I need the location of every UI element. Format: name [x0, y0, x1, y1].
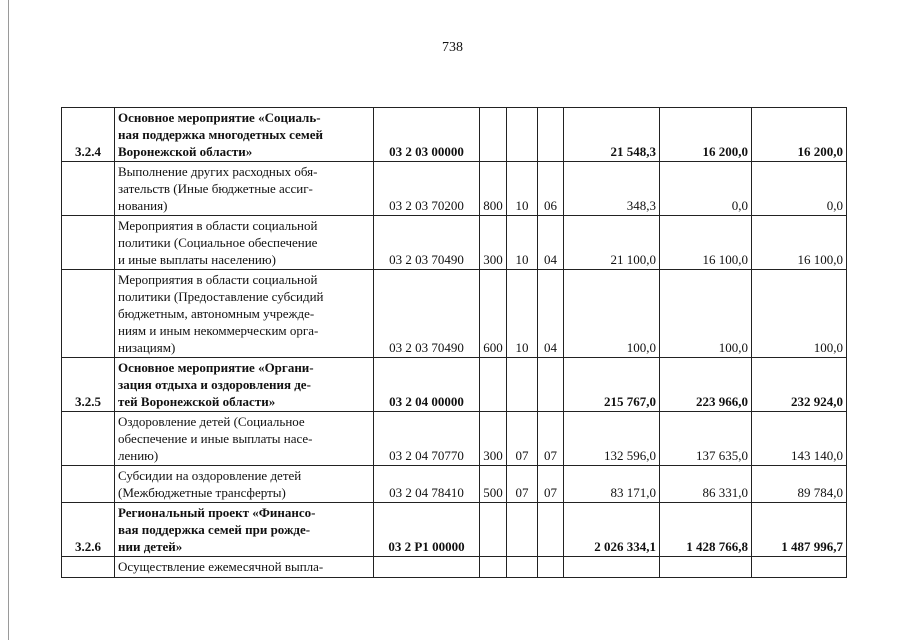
- subsection-cell: [538, 108, 564, 162]
- table-row-main: [62, 503, 847, 557]
- expense-type-cell: [480, 358, 507, 412]
- amount-year1-cell: [564, 557, 660, 578]
- amount-year3-cell: 16 100,0: [752, 216, 847, 270]
- expense-type-cell: 800: [480, 162, 507, 216]
- target-code-cell: 03 2 03 70490: [374, 216, 480, 270]
- target-code-cell: 03 2 03 00000: [374, 108, 480, 162]
- section-cell: 10: [507, 216, 538, 270]
- table-row-main: [62, 108, 847, 162]
- amount-year3-cell: [752, 557, 847, 578]
- amount-year1-cell: 132 596,0: [564, 412, 660, 466]
- target-code-cell: 03 2 04 78410: [374, 466, 480, 503]
- target-code-cell: 03 2 04 70770: [374, 412, 480, 466]
- item-name-cell: [115, 466, 374, 503]
- subsection-cell: 04: [538, 270, 564, 358]
- item-name-cell: [115, 503, 374, 557]
- item-name-line: тей Воронежской области»: [118, 394, 276, 409]
- section-cell: [507, 358, 538, 412]
- row-number-cell: 3.2.4: [62, 108, 115, 162]
- amount-year3-cell: 143 140,0: [752, 412, 847, 466]
- table-row: [62, 412, 847, 466]
- amount-year2-cell: 137 635,0: [660, 412, 752, 466]
- row-number-cell: [62, 216, 115, 270]
- subsection-cell: [538, 358, 564, 412]
- row-number-cell: [62, 162, 115, 216]
- target-code-cell: 03 2 03 70200: [374, 162, 480, 216]
- item-name-line: зательств (Иные бюджетные ассиг-: [118, 181, 313, 196]
- item-name-line: бюджетным, автономным учрежде-: [118, 306, 315, 321]
- amount-year3-cell: 89 784,0: [752, 466, 847, 503]
- item-name-line: ниям и иным некоммерческим орга-: [118, 323, 319, 338]
- section-cell: 10: [507, 270, 538, 358]
- expense-type-cell: [480, 108, 507, 162]
- item-name-line: Осуществление ежемесячной выпла-: [118, 559, 324, 574]
- section-cell: 10: [507, 162, 538, 216]
- target-code-cell: 03 2 Р1 00000: [374, 503, 480, 557]
- item-name-line: лению): [118, 448, 159, 463]
- item-name-cell: [115, 162, 374, 216]
- item-name-line: Региональный проект «Финансо-: [118, 505, 316, 520]
- expense-type-cell: 500: [480, 466, 507, 503]
- amount-year2-cell: 0,0: [660, 162, 752, 216]
- page-number: 738: [442, 40, 463, 55]
- item-name-line: вая поддержка семей при рожде-: [118, 522, 311, 537]
- amount-year3-cell: 16 200,0: [752, 108, 847, 162]
- item-name-line: низациям): [118, 340, 176, 355]
- table-row: [62, 466, 847, 503]
- subsection-cell: [538, 503, 564, 557]
- item-name-cell: [115, 358, 374, 412]
- item-name-line: Основное мероприятие «Органи-: [118, 360, 314, 375]
- amount-year1-cell: 21 100,0: [564, 216, 660, 270]
- item-name-line: зация отдыха и оздоровления де-: [118, 377, 311, 392]
- amount-year1-cell: 100,0: [564, 270, 660, 358]
- item-name-line: политики (Предоставление субсидий: [118, 289, 324, 304]
- amount-year2-cell: 16 200,0: [660, 108, 752, 162]
- amount-year2-cell: 1 428 766,8: [660, 503, 752, 557]
- item-name-cell: [115, 412, 374, 466]
- target-code-cell: 03 2 03 70490: [374, 270, 480, 358]
- item-name-line: Основное мероприятие «Социаль-: [118, 110, 321, 125]
- section-cell: [507, 108, 538, 162]
- item-name-line: обеспечение и иные выплаты насе-: [118, 431, 313, 446]
- section-cell: 07: [507, 466, 538, 503]
- amount-year2-cell: 16 100,0: [660, 216, 752, 270]
- item-name-cell: [115, 216, 374, 270]
- amount-year2-cell: 223 966,0: [660, 358, 752, 412]
- row-number-cell: [62, 557, 115, 578]
- amount-year3-cell: 1 487 996,7: [752, 503, 847, 557]
- item-name-line: Мероприятия в области социальной: [118, 272, 318, 287]
- item-name-line: (Межбюджетные трансферты): [118, 485, 286, 500]
- item-name-line: Выполнение других расходных обя-: [118, 164, 318, 179]
- row-number-cell: 3.2.5: [62, 358, 115, 412]
- budget-table: [61, 107, 847, 578]
- item-name-line: ная поддержка многодетных семей: [118, 127, 323, 142]
- expense-type-cell: [480, 503, 507, 557]
- target-code-cell: [374, 557, 480, 578]
- amount-year1-cell: 83 171,0: [564, 466, 660, 503]
- section-cell: [507, 557, 538, 578]
- item-name-line: нования): [118, 198, 168, 213]
- subsection-cell: 07: [538, 466, 564, 503]
- expense-type-cell: 300: [480, 412, 507, 466]
- item-name-line: Субсидии на оздоровление детей: [118, 468, 302, 483]
- subsection-cell: 07: [538, 412, 564, 466]
- row-number-cell: [62, 466, 115, 503]
- amount-year3-cell: 0,0: [752, 162, 847, 216]
- table-row: [62, 216, 847, 270]
- table-row: [62, 270, 847, 358]
- expense-type-cell: [480, 557, 507, 578]
- item-name-line: политики (Социальное обеспечение: [118, 235, 318, 250]
- amount-year2-cell: 86 331,0: [660, 466, 752, 503]
- item-name-line: Мероприятия в области социальной: [118, 218, 318, 233]
- expense-type-cell: 600: [480, 270, 507, 358]
- expense-type-cell: 300: [480, 216, 507, 270]
- section-cell: [507, 503, 538, 557]
- table-row-main: [62, 358, 847, 412]
- subsection-cell: [538, 557, 564, 578]
- section-cell: 07: [507, 412, 538, 466]
- amount-year1-cell: 2 026 334,1: [564, 503, 660, 557]
- amount-year1-cell: 215 767,0: [564, 358, 660, 412]
- subsection-cell: 04: [538, 216, 564, 270]
- item-name-line: Воронежской области»: [118, 144, 253, 159]
- amount-year1-cell: 21 548,3: [564, 108, 660, 162]
- subsection-cell: 06: [538, 162, 564, 216]
- row-number-cell: [62, 412, 115, 466]
- row-number-cell: 3.2.6: [62, 503, 115, 557]
- item-name-line: и иные выплаты населению): [118, 252, 276, 267]
- item-name-cell: [115, 557, 374, 578]
- amount-year3-cell: 100,0: [752, 270, 847, 358]
- item-name-line: Оздоровление детей (Социальное: [118, 414, 305, 429]
- item-name-cell: [115, 270, 374, 358]
- amount-year1-cell: 348,3: [564, 162, 660, 216]
- item-name-line: нии детей»: [118, 539, 183, 554]
- row-number-cell: [62, 270, 115, 358]
- target-code-cell: 03 2 04 00000: [374, 358, 480, 412]
- item-name-cell: [115, 108, 374, 162]
- table-row: [62, 557, 847, 578]
- amount-year2-cell: 100,0: [660, 270, 752, 358]
- amount-year2-cell: [660, 557, 752, 578]
- table-row: [62, 162, 847, 216]
- amount-year3-cell: 232 924,0: [752, 358, 847, 412]
- page-left-edge: [8, 0, 9, 640]
